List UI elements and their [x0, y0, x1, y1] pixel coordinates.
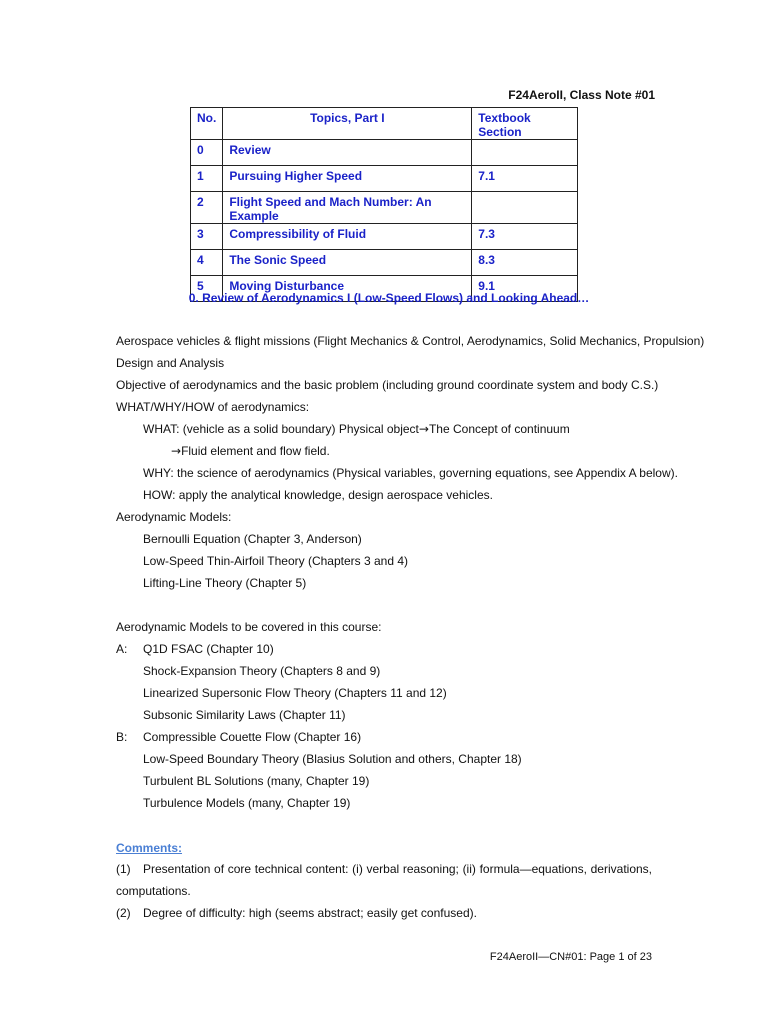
- cell-topic: Moving Disturbance: [223, 276, 472, 302]
- page-total: of 23: [627, 951, 652, 963]
- col-header-topics: Topics, Part I: [223, 108, 472, 140]
- cell-topic: The Sonic Speed: [223, 250, 472, 276]
- course-heading: Aerodynamic Models to be covered in this course:: [116, 620, 382, 634]
- cell-topic: Review: [223, 140, 472, 166]
- what-subline: [171, 444, 330, 458]
- what-line: [143, 422, 570, 436]
- comment-text: Degree of difficulty: high (seems abstract; easily get confused).: [143, 906, 477, 920]
- cell-no: 5: [191, 276, 223, 302]
- cell-topic: Pursuing Higher Speed: [223, 166, 472, 192]
- course-item: Turbulence Models (many, Chapter 19): [143, 796, 351, 810]
- what-fluid: Fluid element and flow field.: [181, 444, 330, 458]
- group-label-a: A:: [116, 642, 128, 656]
- class-note-header: F24AeroII, Class Note #01: [508, 88, 655, 102]
- col-header-section: Textbook Section: [472, 108, 578, 140]
- cell-no: 1: [191, 166, 223, 192]
- course-item: Low-Speed Boundary Theory (Blasius Solution and others, Chapter 18): [143, 752, 522, 766]
- comment-number: (2): [116, 906, 131, 920]
- page-footer: [490, 951, 652, 963]
- cell-no: 3: [191, 224, 223, 250]
- model-item: Lifting-Line Theory (Chapter 5): [143, 576, 307, 590]
- how-line: HOW: apply the analytical knowledge, design aerospace vehicles.: [143, 488, 493, 502]
- table-row: [191, 192, 578, 224]
- table-row: [191, 224, 578, 250]
- cell-section: [472, 192, 578, 224]
- right-arrow-icon: →: [171, 444, 182, 458]
- cell-no: 2: [191, 192, 223, 224]
- cell-topic: Flight Speed and Mach Number: An Example: [223, 192, 472, 224]
- cell-section: 9.1: [472, 276, 578, 302]
- body-line: Design and Analysis: [116, 356, 225, 370]
- course-item: Linearized Supersonic Flow Theory (Chapters 11 and 12): [143, 686, 447, 700]
- cell-section: 8.3: [472, 250, 578, 276]
- course-item-b: [116, 730, 361, 744]
- group-label-b: B:: [116, 730, 128, 744]
- comment-text: Presentation of core technical content: (i) verbal reasoning; (ii) formula—equations, derivations, computations.: [116, 862, 652, 898]
- col-header-no: No.: [191, 108, 223, 140]
- models-heading: Aerodynamic Models:: [116, 510, 232, 524]
- model-item: Low-Speed Thin-Airfoil Theory (Chapters 3 and 4): [143, 554, 409, 568]
- comment-number: (1): [116, 862, 131, 876]
- course-item: Compressible Couette Flow (Chapter 16): [143, 730, 362, 744]
- cell-no: 4: [191, 250, 223, 276]
- course-item-a: [116, 642, 274, 656]
- cell-section: 7.1: [472, 166, 578, 192]
- table-row: [191, 140, 578, 166]
- what-continuum: The Concept of continuum: [428, 422, 570, 436]
- table-row: [191, 166, 578, 192]
- what-text: WHAT: (vehicle as a solid boundary) Physical object: [143, 422, 419, 436]
- model-item: Bernoulli Equation (Chapter 3, Anderson): [143, 532, 362, 546]
- comment-1: [116, 858, 652, 902]
- cell-no: 0: [191, 140, 223, 166]
- comment-2: [116, 902, 652, 924]
- section-title: 0. Review of Aerodynamics I (Low-Speed Flows) and Looking Ahead…: [188, 291, 590, 305]
- cell-section: 7.3: [472, 224, 578, 250]
- table-header-row: [191, 108, 578, 140]
- table-row: [191, 250, 578, 276]
- body-line: WHAT/WHY/HOW of aerodynamics:: [116, 400, 310, 414]
- cell-section: [472, 140, 578, 166]
- footer-prefix: F24AeroII—CN#01: Page: [489, 951, 616, 963]
- course-item: Turbulent BL Solutions (many, Chapter 19): [143, 774, 370, 788]
- right-arrow-icon: →: [418, 422, 429, 436]
- comments-heading: Comments:: [116, 841, 183, 855]
- body-line: Aerospace vehicles & flight missions (Flight Mechanics & Control, Aerodynamics, Solid Mechanics, Propulsion): [116, 334, 705, 348]
- cell-topic: Compressibility of Fluid: [223, 224, 472, 250]
- page-number: 1: [618, 951, 625, 963]
- course-item: Subsonic Similarity Laws (Chapter 11): [143, 708, 346, 722]
- topics-table: [190, 107, 578, 302]
- why-line: WHY: the science of aerodynamics (Physical variables, governing equations, see Appendix A below).: [143, 466, 678, 480]
- body-line: Objective of aerodynamics and the basic problem (including ground coordinate system and body C.S.): [116, 378, 659, 392]
- course-item: Q1D FSAC (Chapter 10): [143, 642, 274, 656]
- course-item: Shock-Expansion Theory (Chapters 8 and 9): [143, 664, 381, 678]
